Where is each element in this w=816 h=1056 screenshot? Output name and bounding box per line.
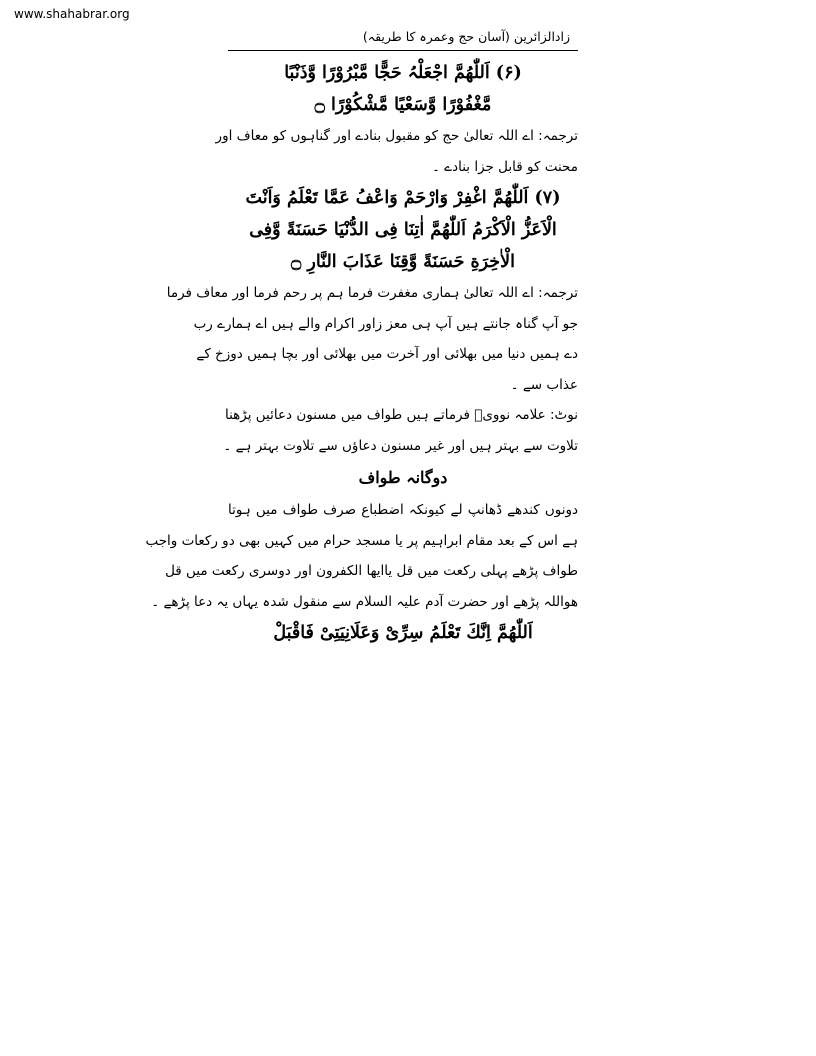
- section-body: [145, 495, 578, 617]
- note-paragraph: [223, 400, 578, 461]
- dua-6-translation: [215, 121, 578, 182]
- body-line: دونوں کندھے ڈھانپ لے کیونکہ اضطباع صرف طواف میں ہوتا: [228, 502, 578, 518]
- dua-6-arabic: [228, 57, 578, 121]
- book-page: [145, 24, 578, 649]
- dua-7-line-2: الْاَعَزُّ الْاَكْرَمُ اَللّٰھُمَّ اٰتِنَا فِی الدُّنْیَا حَسَنَةً وَّفِی: [249, 220, 557, 240]
- dua-7-translation: [166, 278, 578, 400]
- translation-line: ترجمہ: اے اللہ تعالیٰ ہماری مغفرت فرما ہم پر رحم فرما اور معاف فرما: [166, 285, 578, 301]
- dua-7-line-1: (۷) اَللّٰھُمَّ اغْفِرْ وَارْحَمْ وَاعْفُ عَمَّا تَعْلَمُ وَاَنْتَ: [245, 188, 561, 208]
- site-watermark: www.shahabrar.org: [14, 7, 130, 21]
- dua-6-line-1: (۶) اَللّٰھُمَّ اجْعَلْہُ حَجًّا مَّبْرُوْرًا وَّذَنْبًا: [284, 63, 522, 83]
- body-line: ہے اس کے بعد مقام ابراہیم پر یا مسجد حرام میں کہیں بھی دو رکعات واجب: [145, 532, 578, 549]
- running-header: زادالزائرین (آسان حج وعمرہ کا طریقہ): [228, 24, 578, 51]
- translation-line: عذاب سے ۔: [510, 376, 578, 393]
- translation-line: ترجمہ: اے اللہ تعالیٰ حج کو مقبول بنادے اور گناہوں کو معاف اور: [215, 128, 578, 144]
- closing-dua-arabic: اَللّٰھُمَّ اِنَّكَ تَعْلَمُ سِرِّیْ وَعَلَانِيَتِیْ فَاقْبَلْ: [273, 623, 533, 643]
- body-line: ھواللہ پڑھے اور حضرت آدم علیہ السلام سے منقول شدہ یہاں یہ دعا پڑھے ۔: [151, 593, 578, 610]
- translation-line: دے ہمیں دنیا میں بھلائی اور آخرت میں بھلائی اور بچا ہمیں دوزخ کے: [196, 346, 578, 362]
- translation-line: جو آپ گناہ جانتے ہیں آپ ہی معز زاور اکرام والے ہیں اے ہمارے رب: [193, 315, 578, 332]
- section-heading: دوگانہ طواف: [358, 468, 448, 487]
- dua-6-line-2: مَّغْفُوْرًا وَّسَعْیًا مَّشْكُوْرًا ۝: [314, 95, 492, 115]
- dua-7-line-3: الْاٰخِرَةِ حَسَنَةً وَّقِنَا عَذَابَ النَّارِ ۝: [291, 252, 515, 272]
- note-line: نوٹ: علامہ نوویؒ فرماتے ہیں طواف میں مسنون دعائیں پڑھنا: [224, 407, 578, 423]
- translation-line: محنت کو قابل جزا بنادے ۔: [431, 158, 578, 175]
- dua-7-arabic: [228, 182, 578, 278]
- note-line: تلاوت سے بہتر ہیں اور غیر مسنون دعاؤں سے تلاوت بہتر ہے ۔: [223, 437, 578, 454]
- body-line: طواف پڑھے پہلی رکعت میں قل یاایھا الکفرون اور دوسری رکعت میں قل: [165, 563, 578, 579]
